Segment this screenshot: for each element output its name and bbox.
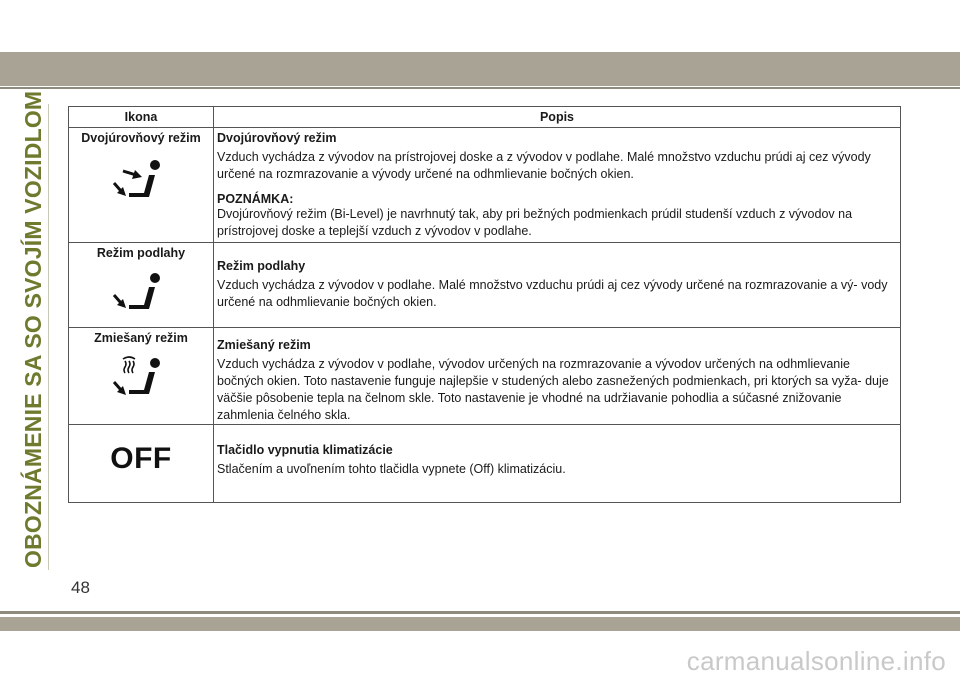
mode-title: Dvojúrovňový režim bbox=[217, 131, 337, 145]
footer-band bbox=[0, 617, 960, 631]
table-row bbox=[69, 328, 901, 425]
description-cell-bi-level bbox=[214, 128, 901, 243]
climate-modes-table bbox=[68, 106, 901, 503]
description-cell-mix bbox=[214, 328, 901, 425]
section-side-title: OBOZNÁMENIE SA SO SVOJÍM VOZIDLOM bbox=[20, 90, 46, 568]
bi-level-airflow-icon bbox=[109, 153, 173, 215]
column-header-icon: Ikona bbox=[69, 107, 214, 128]
watermark: carmanualsonline.info bbox=[686, 646, 946, 676]
mode-description: Vzduch vychádza z vývodov v podlahe. Malé množstvo vzduchu prúdi aj cez vývody určené na rozmrazovanie a vý- vody určené na odhmlievanie bočných okien. bbox=[217, 278, 888, 309]
mode-description: Stlačením a uvoľnením tohto tlačidla vypnete (Off) klimatizáciu. bbox=[217, 462, 566, 476]
page-number: 48 bbox=[71, 578, 90, 597]
floor-airflow-icon bbox=[109, 268, 173, 320]
off-button-icon: OFF bbox=[110, 442, 172, 475]
icon-label: Zmiešaný režim bbox=[94, 331, 188, 345]
table-row bbox=[69, 243, 901, 328]
footer-rule bbox=[0, 611, 960, 614]
note-title: POZNÁMKA: bbox=[217, 192, 294, 206]
description-cell-floor bbox=[214, 243, 901, 328]
icon-cell-mix bbox=[69, 328, 214, 425]
description-cell-off bbox=[214, 425, 901, 503]
icon-label: Dvojúrovňový režim bbox=[81, 131, 201, 145]
table-header-row bbox=[69, 107, 901, 128]
mode-title: Tlačidlo vypnutia klimatizácie bbox=[217, 443, 393, 457]
icon-label: Režim podlahy bbox=[96, 246, 186, 260]
icon-cell-off bbox=[69, 425, 214, 503]
mix-airflow-icon bbox=[109, 351, 173, 407]
side-divider bbox=[48, 104, 49, 570]
mode-description: Vzduch vychádza z vývodov na prístrojovej doske a z vývodov v podlahe. Malé množstvo vzduchu prúdi aj cez vývody určené na rozmrazovanie a vývody určené na odhmlievanie bočných okien. bbox=[217, 150, 871, 181]
header-band bbox=[0, 52, 960, 86]
mode-title: Zmiešaný režim bbox=[217, 338, 311, 352]
mode-title: Režim podlahy bbox=[217, 259, 306, 273]
header-rule bbox=[0, 87, 960, 89]
icon-cell-bi-level bbox=[69, 128, 214, 243]
column-header-description: Popis bbox=[214, 107, 901, 128]
note-text: Dvojúrovňový režim (Bi-Level) je navrhnutý tak, aby pri bežných podmienkach prúdil studenší vzduch z vývodov na prístrojovej doske a teplejší vzduch z vývodov v podlahe. bbox=[217, 207, 853, 238]
table-row bbox=[69, 128, 901, 243]
mode-description: Vzduch vychádza z vývodov v podlahe, vývodov určených na rozmrazovanie a vývodov určených na odhmlievanie bočných okien. Toto nastavenie funguje najlepšie v studených alebo zasnežených podmienkach, pri ktorých sa vyža- duje väčšie pôsobenie tepla na čelnom skle. Toto nastavenie je vhodné na udržiavanie pohodlia a súčasné znižovanie zahmlenia čelného skla. bbox=[217, 357, 889, 422]
table-row bbox=[69, 425, 901, 503]
icon-cell-floor bbox=[69, 243, 214, 328]
